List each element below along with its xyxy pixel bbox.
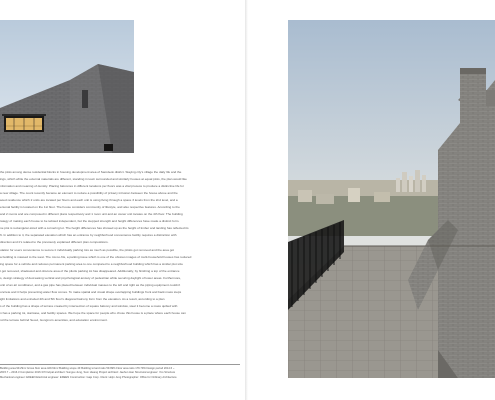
- body-paragraph: ing space for a vehicle and reduces permanent parking area to one compared to a neighborhood building which has a similar plot size: [0, 261, 183, 266]
- body-paragraph: nd the terrace behind Seoul, Gongmo's amenities, and education environment.: [0, 317, 108, 322]
- body-paragraph: ersonal facility is located on the 1st floor. The house considers community of lifestyle, and also respective features. According to the: [0, 205, 180, 210]
- body-paragraph: and 2 rooms and are composed in different plans respectively and 1 room unit and an owner unit locates on the 4th floor. The building: [0, 212, 183, 217]
- body-paragraph: s of the building has a shape of terrace created by intersection of square balcony and window, steel it become a mass quilted with: [0, 303, 178, 308]
- body-paragraph: the plots among dense residential blocks in housing development area of Samdeok district. Staying city's village the daily life and the: [0, 170, 182, 174]
- body-paragraph: ft. In addition to it, the separated elevation which has an entrance by neighborhood convenience facility requires a distinction with: [0, 233, 177, 238]
- body-paragraph: direction and it's related to the previously explained different plan compositions.: [0, 240, 109, 245]
- body-paragraph: ings, which while the external materials are different, standing in town surrounded and similarly houses at equal plots, the plan would like: [0, 177, 187, 182]
- building-facade-photo: [0, 20, 134, 153]
- credits-line: Mechanical engineer: EDEEN Electrical engineer: EDEEN Construction: Gaje Corp. Client: Hojin Jung Photographer: Office for Ordinary Architecture: [0, 375, 177, 379]
- body-paragraph: ulation for users convenience to secure it individually parking lots as much as possible, the pilotis got removed and the area got: [0, 247, 175, 252]
- article-body-text: [0, 170, 240, 325]
- project-credits: [0, 364, 240, 380]
- left-page: [0, 0, 245, 400]
- body-paragraph: oncrete and it helps preventing water flow comes. To make spatial and visual shape overlapping buildings front and back mass steps: [0, 289, 182, 294]
- credits-line: Building area 99.29m² Gross floor area 429.62m² Building scope 4F Building to land ratio 59.99% Floor area ratio 179.79% Design period 2014.6 ~: [0, 367, 175, 370]
- body-paragraph: unit of an air conditioner, and a gas pipe has placed between individual masses to the left and right as the piping equipment couldn't: [0, 282, 181, 287]
- body-paragraph: ne plot is rectangular-sized with a cornering lot. The height differences has showed up as the height of timber and landing has reflected its: [0, 226, 189, 231]
- body-paragraph: aced residence which 2 units are located per floors and each unit is using living through a space 3 levels from the 2nd level, and a: [0, 198, 178, 203]
- rooftop-terrace-photo: [288, 20, 495, 378]
- body-paragraph: a new village. The count recently became an element to reduce a possibility of privacy intrusion between the house above and the: [0, 191, 178, 196]
- body-paragraph: a building is massed to the west. The mix-to-fits, a parking issue which is one of the obvious images of multi-household houses has reduced: [0, 254, 192, 259]
- body-paragraph: nformation and meaning of density. Placing balconies in different locations per floors was a vital process to produce a distinctive life for: [0, 184, 184, 189]
- body-paragraph: ight limitations and extruded 4th and 5th floor's diagonal balcony form from the elevation. As a result, according to a plan: [0, 296, 165, 301]
- body-paragraph: rategy of making each house to be twisted independent, but the stepped strength and height differences have made a distinct form.: [0, 219, 180, 224]
- body-paragraph: n has a parking lot, staircase, and facility spaces. We hope the space for people who chose this house is a place where each house can: [0, 310, 186, 315]
- credits-line: 2015.7 ~ 2016.3 Completion 2016.3 Principal architect: Sungsu Jung, Sum Hwang Project architect: Jaehun Han Structural engineer: Yoo Structure: [0, 371, 176, 375]
- body-paragraph: t got removed, shadowed and obscure area of the pilotis parking lot has disappeared. Additionally, by finishing a top of the entrance: [0, 268, 180, 273]
- right-page: [250, 0, 495, 400]
- body-paragraph: s, design strategy of decreasing vertical and psychological anxiety of pedestrian while securing daylight of lower areas. Furthermore,: [0, 275, 182, 280]
